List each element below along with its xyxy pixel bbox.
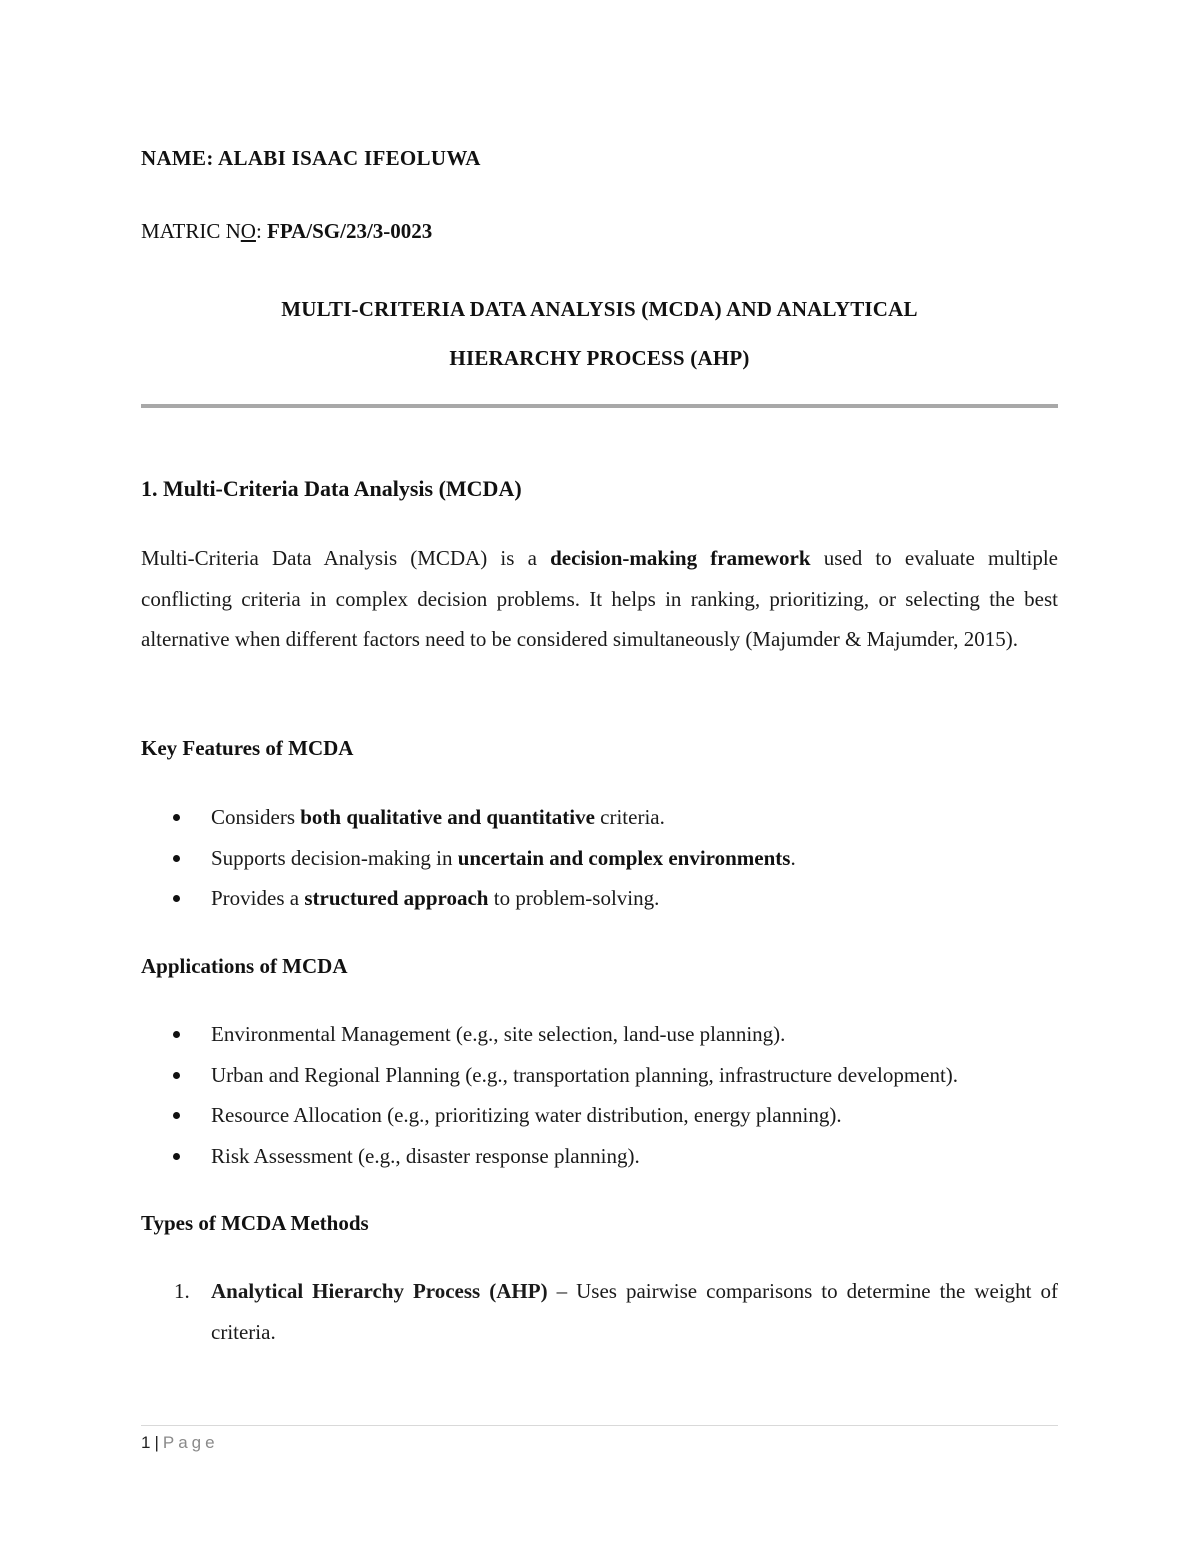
- page-label: Page: [162, 1433, 219, 1452]
- matric-label-prefix: MATRIC N: [141, 219, 241, 243]
- item-text: Environmental Management (e.g., site selection, land-use planning).: [211, 1022, 786, 1046]
- item-text: Supports decision-making in: [211, 845, 458, 870]
- footer-separator: |: [154, 1433, 159, 1452]
- matric-label-suffix: :: [255, 219, 268, 243]
- list-item: [141, 1136, 1058, 1177]
- applications-heading: Applications of MCDA: [141, 954, 348, 978]
- key-features-heading: Key Features of MCDA: [141, 736, 354, 760]
- student-name: NAME: ALABI ISAAC IFEOLUWA: [141, 146, 481, 170]
- method-description: – Uses pairwise comparisons to determine the weight of criteria.: [211, 1279, 1059, 1344]
- bullet-icon: [173, 1153, 180, 1160]
- item-text: criteria.: [594, 805, 665, 829]
- item-text: Urban and Regional Planning (e.g., transportation planning, infrastructure development).: [211, 1062, 959, 1087]
- item-text: Considers: [211, 805, 301, 829]
- item-text: Provides a: [211, 886, 305, 910]
- bullet-icon: [173, 855, 180, 862]
- bullet-icon: [173, 1072, 180, 1079]
- document-title-line-2: HIERARCHY PROCESS (AHP): [449, 346, 750, 370]
- bullet-icon: [173, 1112, 180, 1119]
- matric-number-value: FPA/SG/23/3-0023: [267, 219, 433, 243]
- intro-paragraph: [141, 538, 1058, 660]
- intro-bold-term: decision-making framework: [550, 546, 811, 570]
- item-text: to problem-solving.: [488, 886, 660, 910]
- key-features-list: [141, 797, 1058, 919]
- list-item: [141, 878, 1058, 919]
- bullet-icon: [173, 814, 180, 821]
- methods-heading: Types of MCDA Methods: [141, 1211, 369, 1235]
- title-divider: [141, 404, 1058, 408]
- list-item: [141, 1095, 1058, 1136]
- applications-list: [141, 1014, 1058, 1176]
- bullet-icon: [173, 895, 180, 902]
- item-text: .: [790, 845, 796, 870]
- item-bold: structured approach: [304, 886, 489, 910]
- item-text: Resource Allocation (e.g., prioritizing water distribution, energy planning).: [211, 1103, 842, 1127]
- page-footer: [141, 1433, 219, 1453]
- method-name: Analytical Hierarchy Process (AHP): [211, 1279, 548, 1303]
- list-item: [141, 1055, 1058, 1096]
- intro-text-1: Multi-Criteria Data Analysis (MCDA) is a: [141, 546, 551, 570]
- list-item: [141, 1014, 1058, 1055]
- item-bold: both qualitative and quantitative: [300, 805, 595, 829]
- matric-label-underlined: O: [240, 219, 256, 243]
- section-heading: 1. Multi-Criteria Data Analysis (MCDA): [141, 476, 522, 501]
- list-number: 1.: [174, 1279, 190, 1303]
- methods-list: [141, 1271, 1058, 1353]
- document-title: [141, 285, 1058, 383]
- item-text: Risk Assessment (e.g., disaster response planning).: [211, 1143, 640, 1168]
- footer-divider: [141, 1425, 1058, 1426]
- page-number: 1: [141, 1433, 151, 1452]
- document-title-line-1: MULTI-CRITERIA DATA ANALYSIS (MCDA) AND ANALYTICAL: [281, 297, 918, 321]
- list-item: [141, 838, 1058, 879]
- matric-number-line: [141, 219, 432, 244]
- list-item: [141, 797, 1058, 838]
- intro-text-2: used to evaluate multiple conflicting criteria in complex decision problems. It helps in ranking, prioritizing, or selecting the best alternative when different factors need to be considered simultaneously (Majumder & Majumder, 2015).: [141, 546, 1058, 652]
- bullet-icon: [173, 1031, 180, 1038]
- item-bold: uncertain and complex environments: [457, 845, 791, 870]
- list-item: [211, 1271, 1058, 1353]
